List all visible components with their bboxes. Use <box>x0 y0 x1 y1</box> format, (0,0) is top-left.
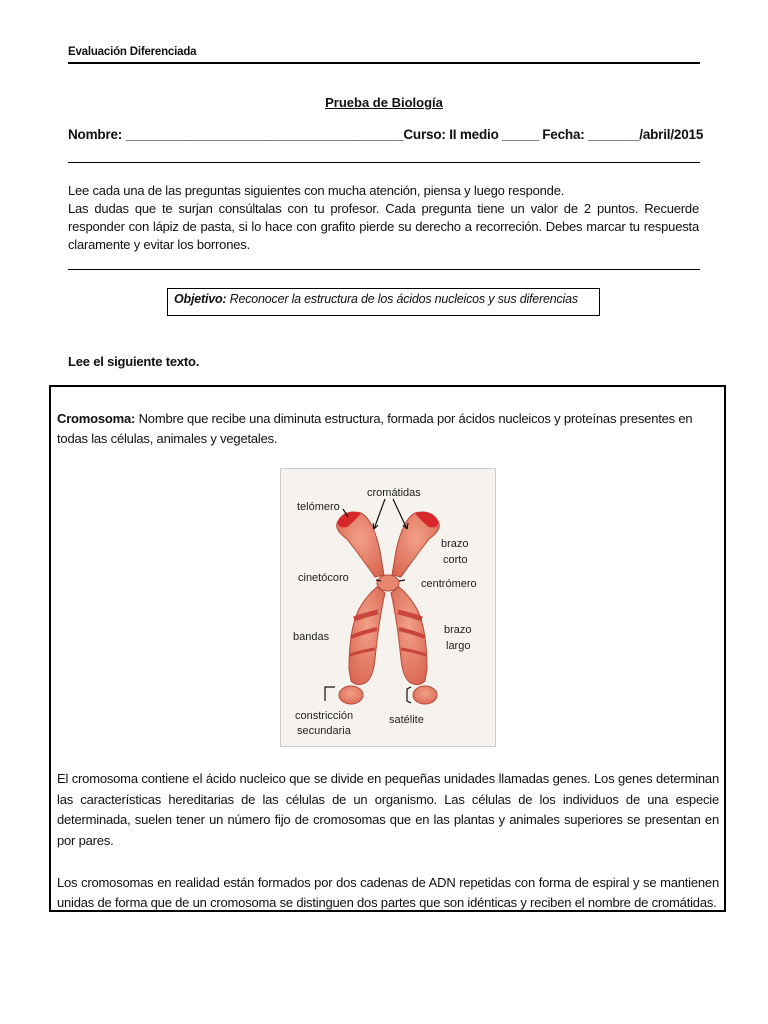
page-title: Prueba de Biología <box>325 95 443 110</box>
label-constriccion-1: constricción <box>295 710 354 722</box>
reading-paragraph-2: El cromosoma contiene el ácido nucleico que se divide en pequeñas unidades llamadas genes. Los genes determinan las características hereditarias de las células de un organismo. Las células de los individuos de una especie determinada, suelen tener un número fijo de cromosomas que en las plantas y animales superiores se presentan en por pares. <box>57 771 719 848</box>
chromosome-diagram <box>281 469 495 746</box>
instructions-line1: Lee cada una de las preguntas siguientes con mucha atención, piensa y luego responde. <box>68 183 565 198</box>
label-cromatidas: cromátidas <box>367 487 421 499</box>
objective-box <box>167 288 600 316</box>
reading-definition <box>57 409 719 449</box>
label-brazo-corto-2: corto <box>443 554 468 566</box>
divider-line <box>68 269 700 270</box>
objective-label: Objetivo: <box>174 292 227 306</box>
reading-definition-text: Nombre que recibe una diminuta estructura, formada por ácidos nucleicos y proteínas presentes en todas las células, animales y vegetales. <box>57 411 693 446</box>
student-info-line: Nombre: ______________________________________Curso: II medio _____ Fecha: _______/abril/2015 <box>68 127 704 142</box>
header-text: Evaluación Diferenciada <box>68 46 197 58</box>
divider-line <box>68 162 700 163</box>
reading-term: Cromosoma: <box>57 411 136 426</box>
label-centromero: centrómero <box>421 578 477 590</box>
chromosome-figure <box>280 468 496 747</box>
satellite-left <box>339 686 363 704</box>
header-divider <box>68 62 700 64</box>
label-cinetocoro: cinetócoro <box>298 572 349 584</box>
read-prompt: Lee el siguiente texto. <box>68 354 200 369</box>
label-telomero: telómero <box>297 501 340 513</box>
label-satelite: satélite <box>389 714 424 726</box>
label-brazo-largo-2: largo <box>446 640 471 652</box>
satellite-right <box>413 686 437 704</box>
instructions-line2: Las dudas que te surjan consúltalas con tu profesor. Cada pregunta tiene un valor de 2 puntos. Recuerde responder con lápiz de pasta, si lo hace con grafito pierde su derecho a recorreción. Debes marcar tu respuesta claramente y evitar los borrones. <box>68 201 699 252</box>
label-constriccion-2: secundaria <box>297 725 351 737</box>
label-brazo-corto-1: brazo <box>441 538 469 550</box>
centromere <box>377 575 399 591</box>
label-bandas: bandas <box>293 631 330 643</box>
objective-text: Reconocer la estructura de los ácidos nucleicos y sus diferencias <box>226 292 578 306</box>
reading-paragraph-3: Los cromosomas en realidad están formados por dos cadenas de ADN repetidas con forma de espiral y se mantienen unidas de forma que de un cromosoma se distinguen dos partes que son idénticas y reciben el nombre de cromátidas. <box>57 875 719 910</box>
label-brazo-largo-1: brazo <box>444 624 472 636</box>
instructions <box>68 182 699 254</box>
